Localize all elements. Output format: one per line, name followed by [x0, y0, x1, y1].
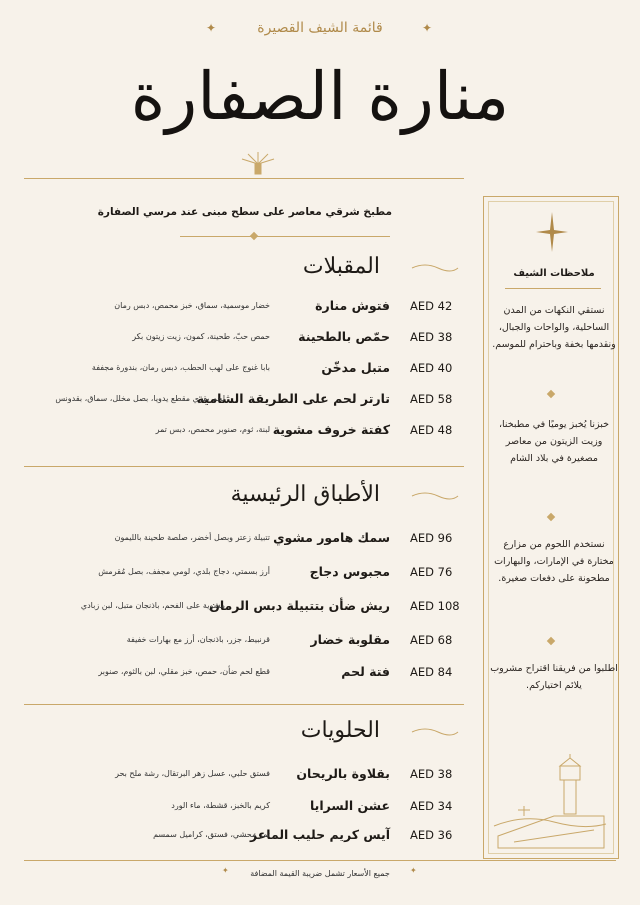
lighthouse-illustration-icon — [494, 752, 606, 852]
menu-item — [0, 562, 460, 586]
item-price: AED 96 — [410, 531, 453, 545]
chef-note: اطلبوا من فريقنا اقتراح مشروب يلائم اختياركم. — [490, 663, 618, 691]
item-price: AED 108 — [410, 599, 460, 613]
item-name: مقلوبة خضار — [310, 632, 390, 647]
item-name: بقلاوة بالريحان — [296, 766, 390, 781]
menu-item — [0, 327, 460, 351]
star-icon-right: ✦ — [422, 21, 433, 35]
chef-note: نستقي النكهات من المدن الساحلية، والواحات والجبال، ونقدمها بخفة وباحترام للموسم. — [492, 305, 616, 350]
item-name: آيس كريم حليب الماعز — [249, 827, 390, 842]
lighthouse-emblem-icon — [228, 150, 288, 180]
chef-notes-title: ملاحظات الشيف — [513, 268, 595, 279]
item-price: AED 48 — [410, 423, 453, 437]
menu-item — [0, 630, 460, 654]
menu-item — [0, 296, 460, 320]
item-price: AED 76 — [410, 565, 453, 579]
compass-star-icon — [536, 212, 568, 252]
item-name: سمك هامور مشوي — [273, 530, 390, 545]
item-name: متبل مدخّن — [321, 360, 390, 375]
swirl-ornament-icon — [410, 724, 460, 738]
item-name: مجبوس دجاج — [309, 564, 390, 579]
item-desc: كريم بالخبز، قشطة، ماء الورد — [171, 801, 270, 810]
menu-item — [0, 825, 460, 849]
item-price: AED 40 — [410, 361, 453, 375]
swirl-ornament-icon — [410, 488, 460, 502]
item-name: فتوش منارة — [315, 298, 390, 313]
item-desc: لحم بقري مقطع يدويا، بصل مخلل، سماق، بقدونس — [55, 394, 225, 403]
item-price: AED 34 — [410, 799, 453, 813]
item-desc: تمر محشي، فستق، كراميل سمسم — [153, 830, 270, 839]
item-price: AED 58 — [410, 392, 453, 406]
chef-note: خبزنا يُخبز يوميًا في مطبخنا، وزيت الزيتون من معاصر مصغيرة في بلاد الشام — [498, 419, 610, 464]
item-desc: تتبيلة زعتر وبصل أخضر، صلصة طحينة بالليمون — [114, 533, 270, 542]
item-name: تارتر لحم على الطريقة الشامية — [196, 391, 390, 406]
header-divider — [24, 178, 464, 179]
menu-item — [0, 358, 460, 382]
restaurant-title: منارة الصفارة — [130, 58, 510, 135]
footer-note: جميع الأسعار تشمل ضريبة القيمة المضافة — [250, 869, 390, 878]
item-desc: مشوية على الفحم، باذنجان متبل، لبن زبادي — [80, 601, 225, 610]
menu-item — [0, 764, 460, 788]
item-price: AED 38 — [410, 767, 453, 781]
item-name: كفتة خروف مشوية — [272, 422, 390, 437]
section-divider — [24, 704, 464, 705]
section-title-starters: المقبلات — [302, 254, 380, 279]
footer-divider — [24, 860, 616, 861]
menu-item — [0, 662, 460, 686]
item-name: ريش ضأن بتتبيلة دبس الرمان — [209, 598, 390, 613]
tagline: مطبخ شرقي معاصر على سطح مبنى عند مرسي الصفارة — [97, 206, 392, 218]
menu-item — [0, 796, 460, 820]
item-name: عشن السرايا — [309, 798, 390, 813]
item-desc: خضار موسمية، سماق، خبز محمص، دبس رمان — [114, 301, 270, 310]
item-desc: قرنبيط، جزر، باذنجان، أرز مع بهارات خفيفة — [126, 635, 270, 644]
swirl-ornament-icon — [410, 260, 460, 274]
divider-diamond-icon — [250, 232, 258, 240]
chef-notes-divider — [505, 288, 601, 289]
item-desc: بابا غنوج على لهب الحطب، دبس رمان، بندورة مجففة — [91, 363, 270, 372]
menu-item — [0, 420, 460, 444]
item-desc: قطع لحم ضأن، حمص، خبز مقلي، لبن بالثوم، صنوبر — [98, 667, 270, 676]
footer-star-icon-right: ✦ — [410, 866, 417, 875]
item-desc: أرز بسمتي، دجاج بلدي، لومي مجفف، بصل مُقرمش — [98, 567, 270, 576]
item-price: AED 42 — [410, 299, 453, 313]
section-title-desserts: الحلويات — [300, 718, 380, 743]
item-name: حمّص بالطحينة — [298, 329, 390, 344]
tagline-divider — [180, 236, 390, 237]
menu-subtitle: قائمة الشيف القصيرة — [257, 20, 383, 36]
chef-note: نستخدم اللحوم من مزارع مختارة في الإمارات، والبهارات مطحونة على دفعات صغيرة. — [494, 539, 614, 584]
menu-item — [0, 389, 460, 413]
star-icon-left: ✦ — [206, 21, 217, 35]
item-price: AED 38 — [410, 330, 453, 344]
item-name: فتة لحم — [341, 664, 390, 679]
item-price: AED 36 — [410, 828, 453, 842]
item-price: AED 84 — [410, 665, 453, 679]
item-desc: حمص حبّ، طحينة، كمون، زيت زيتون بكر — [132, 332, 270, 341]
section-divider — [24, 466, 464, 467]
menu-item — [0, 596, 460, 620]
menu-item — [0, 528, 460, 552]
item-price: AED 68 — [410, 633, 453, 647]
section-title-mains: الأطباق الرئيسية — [230, 482, 380, 507]
footer-star-icon-left: ✦ — [222, 866, 229, 875]
item-desc: لبنة، ثوم، صنوبر محمص، دبس تمر — [155, 425, 270, 434]
item-desc: فستق حلبي، عسل زهر البرتقال، رشة ملح بحر — [115, 769, 270, 778]
